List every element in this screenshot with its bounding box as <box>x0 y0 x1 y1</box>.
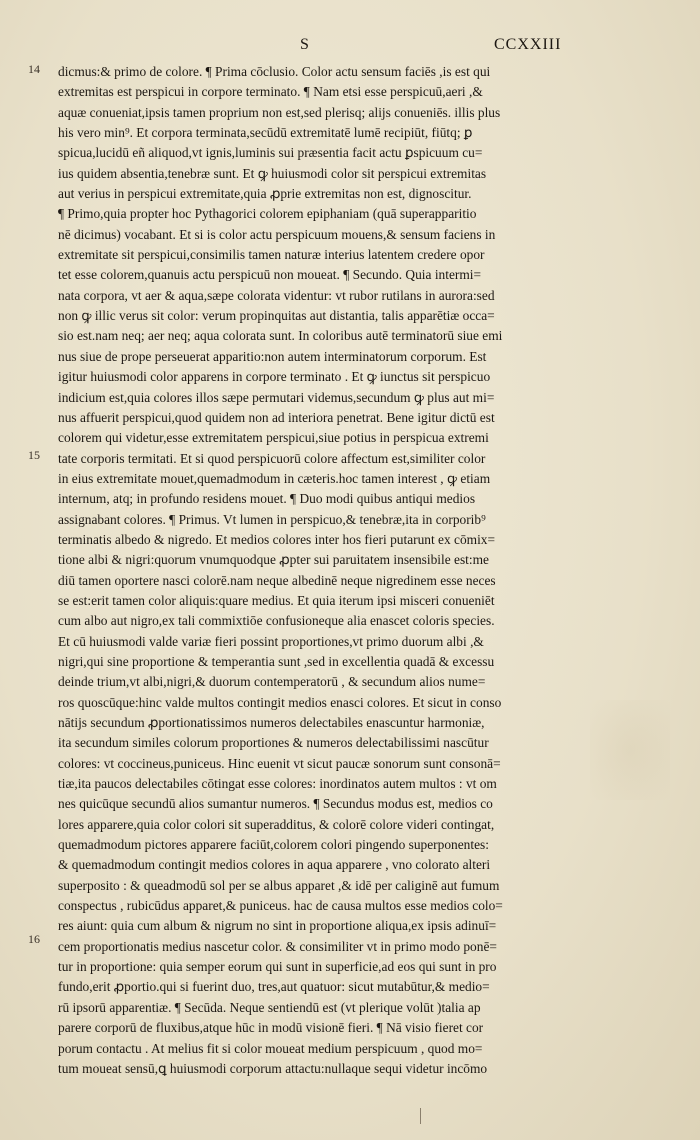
text-line: extremitate sit perspicui,consimilis tamen naturæ interius latentem credere opor <box>58 247 485 263</box>
paper-stain <box>590 700 670 800</box>
text-line: tet esse colorem,quanuis actu perspicuū non moueat. ¶ Secundo. Quia intermi= <box>58 267 482 283</box>
text-line: nē dicimus) vocabant. Et si is color actu perspicuum mouens,& sensum faciens in <box>58 226 496 242</box>
text-line: tate corporis termitati. Et si quod perspicuorū colore affectum est,similiter color <box>58 450 486 466</box>
text-line: ius quidem absentia,tenebræ sunt. Et ꝙ huiusmodi color sit perspicui extremitas <box>58 165 487 181</box>
margin-number: 14 <box>28 62 40 76</box>
text-line: nus siue de prope perseuerat apparitio:non autem interminatorum corporum. Est <box>58 348 487 364</box>
text-line: his vero min⁹. Et corpora terminata,secūdū extremitatē lumē recipiūt, fiūtq; ꝑ <box>58 125 473 141</box>
text-line: assignabant colores. ¶ Primus. Vt lumen in perspicuo,& tenebræ,ita in corporib⁹ <box>58 511 486 527</box>
text-line: ¶ Primo,quia propter hoc Pythagorici colorem epiphaniam (quā superapparitio <box>58 206 477 222</box>
text-line: aquæ conueniat,ipsis tamen proprium non est,sed plerisq; alijs conueniēs. illis plus <box>58 104 501 120</box>
text-line: tiæ,ita paucos delectabiles cōtingat esse colores: inordinatos autem multos : vt om <box>58 776 497 792</box>
text-line: nus affuerit perspicui,quod quidem non ad interiora penetrat. Bene igitur dictū est <box>58 409 495 425</box>
text-line: nātijs secundum ꝓportionatissimos numeros delectabiles enascuntur harmoniæ, <box>58 715 485 730</box>
text-block <box>58 62 578 1079</box>
text-line: dicmus:& primo de colore. ¶ Prima cōclusio. Color actu sensum faciēs ,is est qui <box>58 64 491 79</box>
text-line: colores: vt coccineus,puniceus. Hinc euenit vt sicut paucæ sonorum sunt consonā= <box>58 755 501 771</box>
text-line: tione albi & nigri:quorum vnumquodque ꝓpter sui paruitatem insensibile est:me <box>58 552 489 568</box>
text-line: spicua,lucidū eñ aliquod,vt ignis,luminis sui præsentia facit actu ꝑspicuum cu= <box>58 145 483 161</box>
text-line: nigri,qui sine proportione & temperantia sunt ,sed in excellentia quadā & excessu <box>58 653 495 669</box>
text-line: diū tamen oportere nasci colorē.nam neque albedinē neque nigredinem esse neces <box>58 572 496 588</box>
signature-mark: S <box>300 36 310 53</box>
text-line: aut verius in perspicui extremitate,quia ꝓprie extremitas non est, dignoscitur. <box>58 186 472 202</box>
text-line: superposito : & queadmodū sol per se albus apparet ,& idē per caliginē aut fumum <box>58 877 500 893</box>
page-header <box>0 36 700 58</box>
text-line: nata corpora, vt aer & aqua,sæpe colorata videntur: vt rubor rutilans in aurora:sed <box>58 287 495 303</box>
text-line: parere corporū de fluxibus,atque hūc in modū visionē fieri. ¶ Nā visio fieret cor <box>58 1020 484 1036</box>
text-line: non ꝙ illic verus sit color: verum propinquitas aut distantia, talis apparētiæ occa= <box>58 308 495 324</box>
text-line: ros quoscūque:hinc valde multos contingit medios enasci colores. Et sicut in conso <box>58 694 502 710</box>
text-line: & quemadmodum contingit medios colores in aqua apparere , vno colorato alteri <box>58 857 491 873</box>
text-line: tum moueat sensū,ꝗ huiusmodi corporum attactu:nullaque sequi videtur incōmo <box>58 1060 488 1076</box>
text-line: internum, atq; in profundo residens mouet. ¶ Duo modi quibus antiqui medios <box>58 491 476 507</box>
text-line: extremitas est perspicui in corpore terminato. ¶ Nam etsi esse perspicuū,aeri ,& <box>58 84 483 100</box>
text-line: fundo,erit ꝓportio.qui si fuerint duo, tres,aut quatuor: sicut mutabūtur,& medio= <box>58 979 490 995</box>
text-line: res aiunt: quia cum album & nigrum no sint in proportione aliqua,ex ipsis adinuī= <box>58 918 497 934</box>
text-line: indicium est,quia colores illos sæpe permutari videmus,secundum ꝙ plus aut mi= <box>58 389 495 405</box>
text-line: cum albo aut nigro,ex tali commixtiōe confusioneque alia enascet coloris species. <box>58 613 495 629</box>
text-line: quemadmodum pictores apparere faciūt,colorem colori pingendo superponentes: <box>58 837 489 853</box>
text-line: rū ipsorū apparentiæ. ¶ Secūda. Neque sentiendū est (vt plerique volūt )talia ap <box>58 999 481 1015</box>
text-line: lores apparere,quia color colori sit superadditus, & colorē colore videri contingat, <box>58 816 495 832</box>
margin-number: 16 <box>28 932 40 946</box>
text-line: ita secundum similes colorum proportiones & numeros delectabilissimi nascūtur <box>58 735 489 751</box>
text-line: deinde trium,vt albi,nigri,& duorum contemperatorū , & secundum alios nume= <box>58 674 486 690</box>
text-line: tur in proportione: quia semper eorum qui sunt in superficie,ad eos qui sunt in pro <box>58 959 497 975</box>
footer-mark <box>420 1108 421 1124</box>
text-line: terminatis albedo & nigredo. Et medios colores inter hos fieri putarunt ex cōmix= <box>58 531 496 547</box>
text-line: porum contactu . At melius fit si color moueat medium perspicuum , quod mo= <box>58 1040 483 1056</box>
text-line: sio est.nam neq; aer neq; aqua colorata sunt. In coloribus autē terminatorū siue emi <box>58 328 503 344</box>
text-line: conspectus , rubicūdus apparet,& puniceus. hac de causa multos esse medios colo= <box>58 898 503 914</box>
text-line: Et cū huiusmodi valde variæ fieri possint proportiones,vt primo duorum albi ,& <box>58 633 484 649</box>
folio-number: CCXXIII <box>494 36 562 53</box>
text-line: se est:erit tamen color aliquis:quare medius. Et quia iterum ipsi misceri conueniēt <box>58 592 495 608</box>
text-line: in eius extremitate mouet,quemadmodum in cæteris.hoc tamen interest , ꝙ etiam <box>58 470 491 486</box>
margin-number: 15 <box>28 448 40 462</box>
text-line: igitur huiusmodi color apparens in corpore terminato . Et ꝙ iunctus sit perspicuo <box>58 369 491 385</box>
text-line: colorem qui videtur,esse extremitatem perspicui,siue potius in perspicua extremi <box>58 430 489 446</box>
text-line: cem proportionatis medius nascetur color. & consimiliter vt in primo modo ponē= <box>58 938 497 954</box>
text-line: nes quicūque secundū alios sumantur numeros. ¶ Secundus modus est, medios co <box>58 796 493 812</box>
